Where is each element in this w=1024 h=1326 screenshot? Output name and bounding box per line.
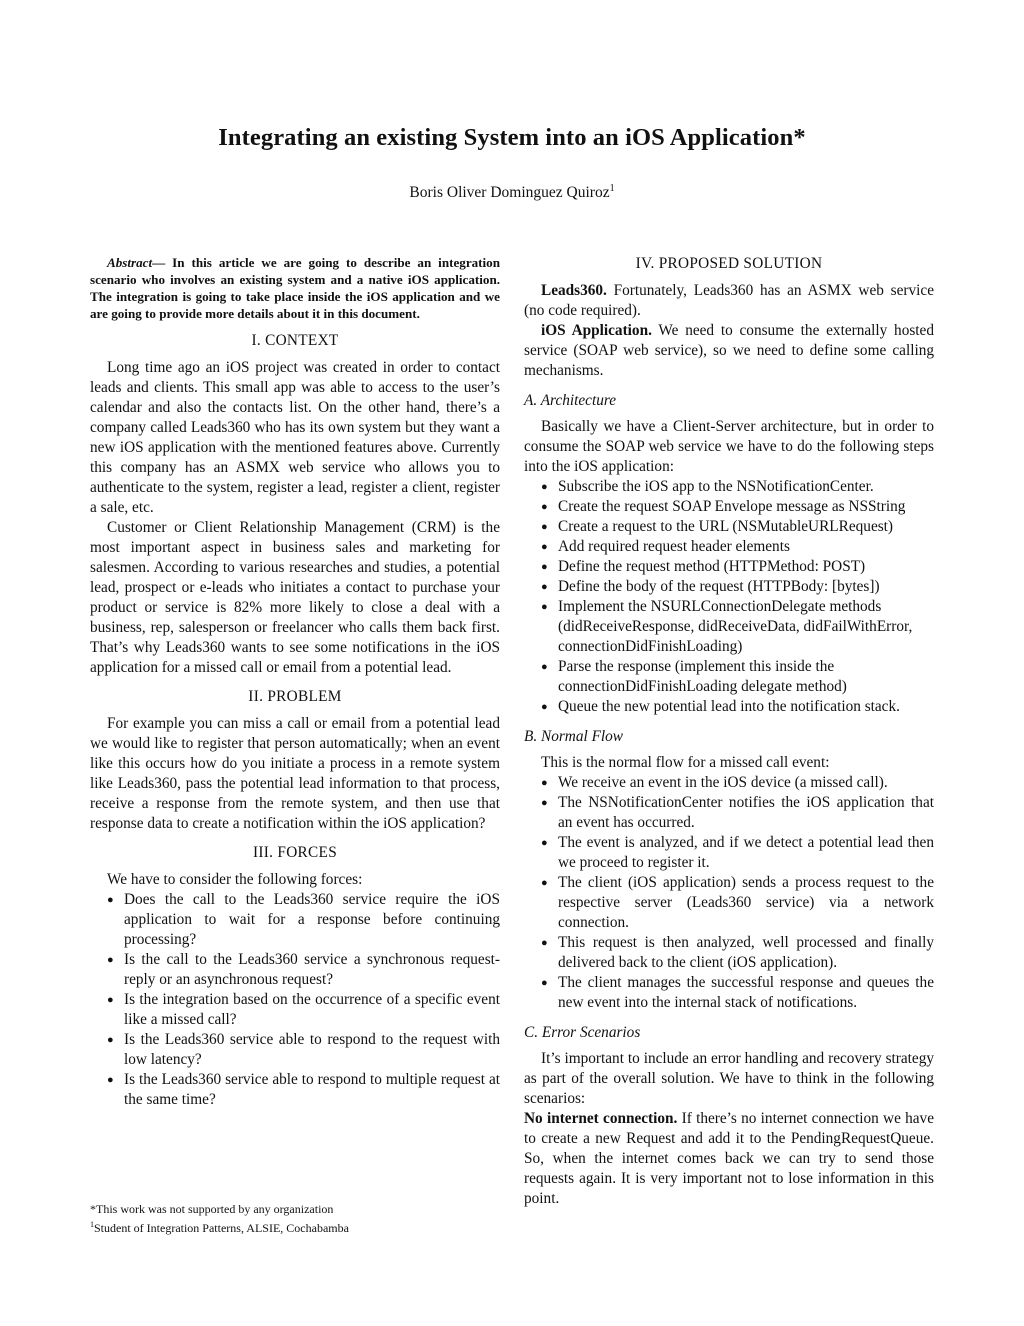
subsection-heading-error-scenarios: C. Error Scenarios bbox=[524, 1024, 641, 1041]
subsection-heading-normal-flow: B. Normal Flow bbox=[524, 728, 624, 745]
list-item: ● Is the call to the Leads360 service a synchronous request-reply or an asynchronous request? bbox=[107, 951, 500, 988]
architecture-intro: Basically we have a Client-Server architecture, but in order to consume the SOAP web service we have to do the following steps into the iOS application: bbox=[524, 418, 934, 475]
footnote-one: $^1$Student of Integration Patterns, ALSIE, Cochabamba bbox=[90, 1220, 349, 1235]
abstract-text: In this article we are going to describe an integration scenario who involves an existing system and a native iOS application. The integration is going to take place inside the iOS application and we are going to provide more details about it in this document. bbox=[90, 255, 501, 321]
solution-paragraph-1: Leads360. Fortunately, Leads360 has an ASMX web service (no code required). bbox=[524, 282, 934, 319]
bullet-icon: ● bbox=[541, 661, 548, 673]
abstract-dash: — bbox=[152, 255, 173, 270]
left-column bbox=[90, 254, 500, 1110]
list-item: ● Define the body of the request (HTTPBody: [bytes]) bbox=[541, 578, 880, 595]
solution-lead-2: iOS Application. bbox=[541, 322, 652, 339]
abstract bbox=[90, 254, 500, 322]
bullet-icon: ● bbox=[541, 561, 548, 573]
bullet-icon: ● bbox=[541, 481, 548, 493]
bullet-icon: ● bbox=[541, 797, 548, 809]
errors-lead: No internet connection. bbox=[524, 1110, 678, 1127]
list-item: ● Is the Leads360 service able to respond to multiple request at the same time? bbox=[107, 1071, 500, 1108]
paper-author bbox=[0, 183, 1024, 202]
section-heading-forces: III. FORCES bbox=[252, 844, 338, 861]
right-column bbox=[524, 254, 934, 1209]
bullet-icon: ● bbox=[541, 521, 548, 533]
normal-flow-list bbox=[524, 773, 934, 1013]
section-heading-problem: II. PROBLEM bbox=[248, 688, 342, 705]
list-item: ● Create a request to the URL (NSMutableURLRequest) bbox=[541, 518, 894, 535]
list-item: ● This request is then analyzed, well processed and finally delivered back to the client (iOS application). bbox=[541, 934, 934, 971]
list-item: ● Create the request SOAP Envelope message as NSString bbox=[541, 498, 906, 515]
list-item: ● Is the Leads360 service able to respond to the request with low latency? bbox=[107, 1031, 500, 1068]
list-item: ● The event is analyzed, and if we detect a potential lead then we proceed to register it. bbox=[541, 834, 934, 871]
list-item: ● Add required request header elements bbox=[541, 538, 790, 555]
footnote-star: *This work was not supported by any organization bbox=[90, 1202, 334, 1216]
list-item: ● Define the request method (HTTPMethod: POST) bbox=[541, 558, 866, 575]
architecture-list bbox=[524, 477, 934, 717]
normal-flow-intro: This is the normal flow for a missed call event: bbox=[541, 754, 830, 771]
bullet-icon: ● bbox=[541, 937, 548, 949]
list-item: ● We receive an event in the iOS device (a missed call). bbox=[541, 774, 888, 791]
list-item: ● The client manages the successful response and queues the new event into the internal stack of notifications. bbox=[541, 974, 934, 1011]
bullet-icon: ● bbox=[107, 994, 114, 1006]
bullet-icon: ● bbox=[107, 894, 114, 906]
bullet-icon: ● bbox=[541, 701, 548, 713]
list-item: ● Queue the new potential lead into the notification stack. bbox=[541, 698, 900, 715]
section-heading-solution: IV. PROPOSED SOLUTION bbox=[635, 255, 823, 272]
context-paragraph-1: Long time ago an iOS project was created in order to contact leads and clients. This small app was able to access to the user’s calendar and also the contacts list. On the other hand, there’s a company called Leads360 who has its own system but they want a new iOS application with the mentioned features above. Currently this company has an ASMX web service who allows you to authenticate to the system, register a lead, register a client, register a sale, etc. bbox=[90, 359, 500, 516]
context-paragraph-2: Customer or Client Relationship Management (CRM) is the most important aspect in business sales and marketing for salesmen. According to various researches and studies, a potential lead, prospect or e-leads who initiates a contact to purchase your product or service is 82% more likely to close a deal with a business, rep, salesperson or freelancer who calls them back first. That’s why Leads360 wants to see some notifications in the iOS application for a missed call or email from a potential lead. bbox=[90, 519, 500, 676]
subsection-heading-architecture: A. Architecture bbox=[524, 392, 617, 409]
bullet-icon: ● bbox=[107, 1034, 114, 1046]
paper-title: Integrating an existing System into an iOS Application* bbox=[218, 124, 806, 151]
bullet-icon: ● bbox=[541, 541, 548, 553]
footnotes bbox=[90, 1201, 500, 1236]
errors-paragraph: No internet connection. If there’s no internet connection we have to create a new Request and add it to the PendingRequestQueue. So, when the internet comes back we can try to send those requests again. It is very important not to lose information in this point. bbox=[524, 1110, 934, 1207]
list-item: ● Subscribe the iOS app to the NSNotificationCenter. bbox=[541, 478, 874, 495]
abstract-label: Abstract bbox=[107, 255, 153, 270]
list-item: ● Parse the response (implement this inside the connectionDidFinishLoading delegate method) bbox=[541, 658, 847, 695]
bullet-icon: ● bbox=[541, 837, 548, 849]
list-item: ● Does the call to the Leads360 service require the iOS application to wait for a response before continuing processing? bbox=[107, 891, 500, 948]
bullet-icon: ● bbox=[541, 501, 548, 513]
section-heading-context: I. CONTEXT bbox=[251, 332, 339, 349]
bullet-icon: ● bbox=[541, 877, 548, 889]
bullet-icon: ● bbox=[541, 777, 548, 789]
forces-intro: We have to consider the following forces: bbox=[107, 871, 363, 888]
solution-lead-1: Leads360. bbox=[541, 282, 607, 299]
bullet-icon: ● bbox=[541, 581, 548, 593]
list-item: ● Is the integration based on the occurrence of a specific event like a missed call? bbox=[107, 991, 500, 1028]
bullet-icon: ● bbox=[541, 977, 548, 989]
bullet-icon: ● bbox=[107, 1074, 114, 1086]
author-name: Boris Oliver Dominguez Quiroz bbox=[409, 184, 610, 202]
footnote-one-mark: 1 bbox=[90, 1220, 94, 1229]
list-item: ● The client (iOS application) sends a process request to the respective server (Leads360 service) via a network connection. bbox=[541, 874, 934, 931]
forces-list bbox=[90, 890, 500, 1110]
list-item: ● The NSNotificationCenter notifies the iOS application that an event has occurred. bbox=[541, 794, 934, 831]
errors-intro: It’s important to include an error handling and recovery strategy as part of the overall solution. We have to think in the following scenarios: bbox=[524, 1050, 934, 1107]
problem-paragraph: For example you can miss a call or email from a potential lead we would like to register that person automatically; when an event like this occurs how do you initiate a process in a remote system like Leads360, pass the potential lead information to that process, receive a response from the remote system, and then use that response data to create a notification within the iOS application? bbox=[90, 715, 500, 832]
author-footnote-mark: 1 bbox=[609, 183, 615, 194]
solution-paragraph-2: iOS Application. We need to consume the externally hosted service (SOAP web service), so we need to define some calling mechanisms. bbox=[524, 322, 934, 379]
bullet-icon: ● bbox=[107, 954, 114, 966]
bullet-icon: ● bbox=[541, 601, 548, 613]
list-item: ● Implement the NSURLConnectionDelegate methods (didReceiveResponse, didReceiveData, didFailWithError, connectionDidFinishLoading) bbox=[541, 598, 913, 655]
